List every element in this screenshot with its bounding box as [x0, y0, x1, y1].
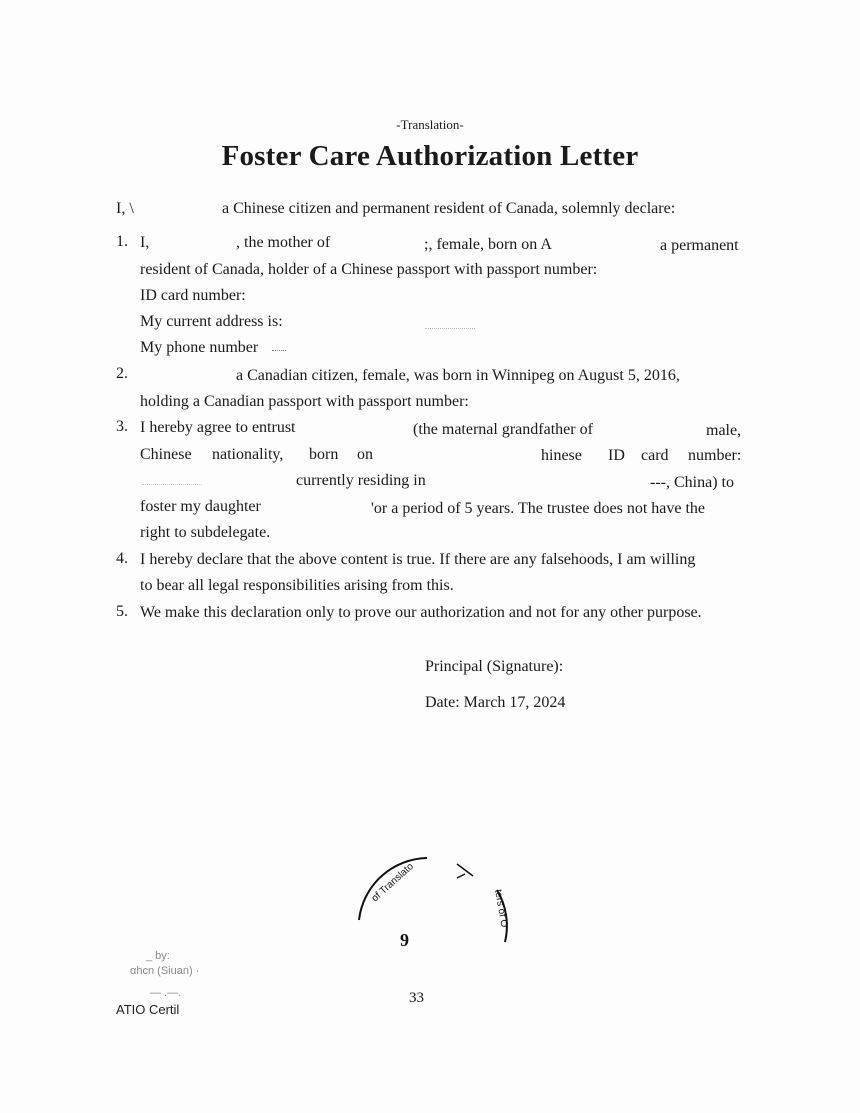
item-3-line-2-g: card	[641, 447, 669, 464]
seal-glyph-2: 33	[409, 990, 424, 1006]
seal-arc-right-text: ters of O	[492, 888, 510, 929]
item-4-line-2: to bear all legal responsibilities arising from this.	[140, 577, 454, 594]
item-1-line-1: resident of Canada, holder of a Chinese passport with passport number:	[140, 261, 598, 278]
item-5-number: 5.	[116, 603, 128, 620]
seal-glyph-1: 9	[400, 930, 409, 950]
item-3-line-2-d: on	[357, 446, 373, 463]
item-3-line-1-right: male,	[706, 422, 742, 439]
item-3-line-4-left: foster my daughter	[140, 498, 261, 515]
item-3-number: 3.	[116, 418, 128, 435]
item-1-number: 1.	[116, 233, 128, 250]
principal-signature-label: Principal (Signature):	[425, 658, 564, 675]
item-3-line-3-right: ---, China) to	[650, 474, 734, 491]
translation-note: -Translation-	[396, 117, 464, 132]
item-3-line-1-mid: (the maternal grandfather of	[413, 421, 593, 438]
intro-left: I, \	[116, 200, 134, 217]
item-2-line-2: holding a Canadian passport with passport number:	[140, 393, 469, 410]
item-1-line-3: My current address is:	[140, 313, 283, 330]
item-3-line-2-e: hinese	[541, 447, 582, 464]
footer-faint-3: — .—.	[150, 987, 182, 999]
item-3-line-2-h: number:	[688, 447, 742, 464]
id-redaction-mark	[142, 484, 202, 485]
item-4-line-1: I hereby declare that the above content is true. If there are any falsehoods, I am willing	[140, 551, 696, 568]
item-1-part-2: , the mother of	[236, 234, 331, 251]
item-2-line-1: a Canadian citizen, female, was born in Winnipeg on August 5, 2016,	[236, 367, 680, 384]
intro-right: a Chinese citizen and permanent resident of Canada, solemnly declare:	[222, 200, 676, 217]
item-3-line-4-right: 'or a period of 5 years. The trustee does not have the	[371, 500, 706, 517]
phone-redaction-mark	[272, 350, 286, 351]
item-3-line-2-b: nationality,	[212, 446, 284, 463]
item-1-line-4: My phone number	[140, 339, 259, 356]
item-4-number: 4.	[116, 550, 128, 567]
item-3-line-2-f: ID	[608, 447, 625, 464]
item-3-line-2-a: Chinese	[140, 446, 192, 463]
item-2-number: 2.	[116, 365, 128, 382]
item-3-line-1-left: I hereby agree to entrust	[140, 419, 296, 436]
item-1-part-4: a permanent	[660, 237, 739, 254]
address-redaction-mark	[425, 328, 475, 329]
footer-certification: ATIO Certil	[116, 1002, 180, 1017]
item-1-part-1: I,	[140, 234, 150, 251]
translator-seal	[345, 850, 525, 1010]
footer-faint-1: _ by:	[146, 950, 170, 962]
seal-graphic	[345, 850, 525, 1010]
item-3-line-3-mid: currently residing in	[296, 472, 426, 489]
footer-faint-2: αhcn (Siuan) ·	[130, 965, 200, 977]
item-5-line-1: We make this declaration only to prove our authorization and not for any other purpose.	[140, 604, 702, 621]
seal-arc-left-text: of Translato	[369, 861, 416, 905]
item-1-part-3: ;, female, born on A	[424, 236, 552, 253]
item-1-line-2: ID card number:	[140, 287, 246, 304]
document-title: Foster Care Authorization Letter	[221, 140, 639, 172]
item-3-line-2-c: born	[309, 446, 339, 463]
signature-date: Date: March 17, 2024	[425, 694, 566, 711]
item-3-line-5: right to subdelegate.	[140, 524, 271, 541]
